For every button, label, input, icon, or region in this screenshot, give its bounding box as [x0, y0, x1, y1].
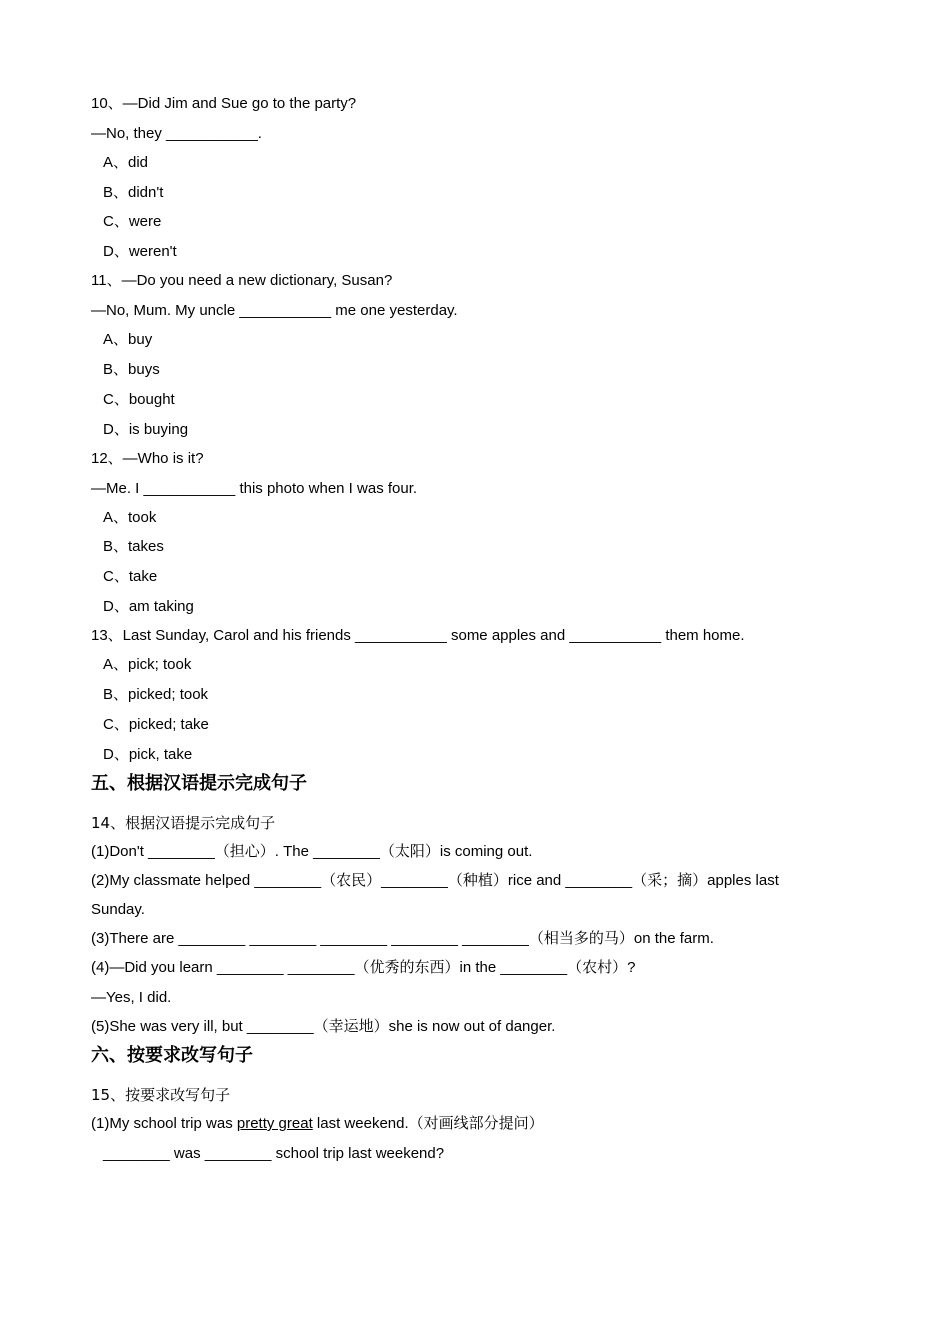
section5-heading: 五、根据汉语提示完成句子 [91, 773, 307, 794]
q10-option-a: A、did [103, 154, 149, 171]
q14-item-4-reply: —Yes, I did. [91, 989, 172, 1006]
q12-stem: 12、—Who is it? [91, 450, 204, 467]
q11-option-b: B、buys [103, 361, 160, 378]
q10-answer-line: —No, they ___________. [91, 125, 262, 142]
q14-title: 14、根据汉语提示完成句子 [91, 814, 276, 832]
q13-option-a: A、pick; took [103, 656, 192, 673]
q10-option-d: D、weren't [103, 243, 177, 260]
q14-item-3: (3)There are ________ ________ ________ ________ ________（相当多的马）on the farm. [91, 930, 714, 947]
q14-item-5: (5)She was very ill, but ________（幸运地）she is now out of danger. [91, 1018, 556, 1035]
q13-option-d: D、pick, take [103, 746, 193, 763]
q15-item-1-suffix: last weekend.（对画线部分提问） [312, 1115, 544, 1132]
q12-option-c: C、take [103, 568, 158, 585]
q15-item-1-underlined: pretty great [236, 1115, 313, 1132]
q14-item-2: (2)My classmate helped ________（农民）________（种植）rice and ________（采；摘）apples last [91, 872, 779, 889]
q14-item-1: (1)Don't ________（担心）. The ________（太阳）is coming out. [91, 843, 533, 860]
q13-option-b: B、picked; took [103, 686, 209, 703]
q12-option-d: D、am taking [103, 598, 194, 615]
q15-item-1-prefix: (1)My school trip was [91, 1115, 237, 1132]
q12-answer-line: —Me. I ___________ this photo when I was four. [91, 480, 418, 497]
q15-title: 15、按要求改写句子 [91, 1086, 231, 1104]
q11-option-d: D、is buying [103, 421, 189, 438]
q13-stem: 13、Last Sunday, Carol and his friends ___________ some apples and ___________ them home. [91, 627, 745, 644]
q12-option-a: A、took [103, 509, 157, 526]
section6-heading: 六、按要求改写句子 [91, 1045, 253, 1066]
q12-option-b: B、takes [103, 538, 164, 555]
q15-item-1-answer: ________ was ________ school trip last weekend? [103, 1145, 445, 1162]
q14-item-4: (4)—Did you learn ________ ________（优秀的东西）in the ________（农村）? [91, 959, 636, 976]
q11-answer-line: —No, Mum. My uncle ___________ me one yesterday. [91, 302, 458, 319]
q13-option-c: C、picked; take [103, 716, 209, 733]
q11-option-c: C、bought [103, 391, 175, 408]
q10-option-c: C、were [103, 213, 162, 230]
q11-option-a: A、buy [103, 331, 153, 348]
q15-item-1 [91, 1114, 544, 1134]
q10-stem: 10、—Did Jim and Sue go to the party? [91, 95, 357, 112]
q10-option-b: B、didn't [103, 184, 164, 201]
q14-item-2-continued: Sunday. [91, 901, 145, 918]
q11-stem: 11、—Do you need a new dictionary, Susan? [91, 272, 393, 289]
